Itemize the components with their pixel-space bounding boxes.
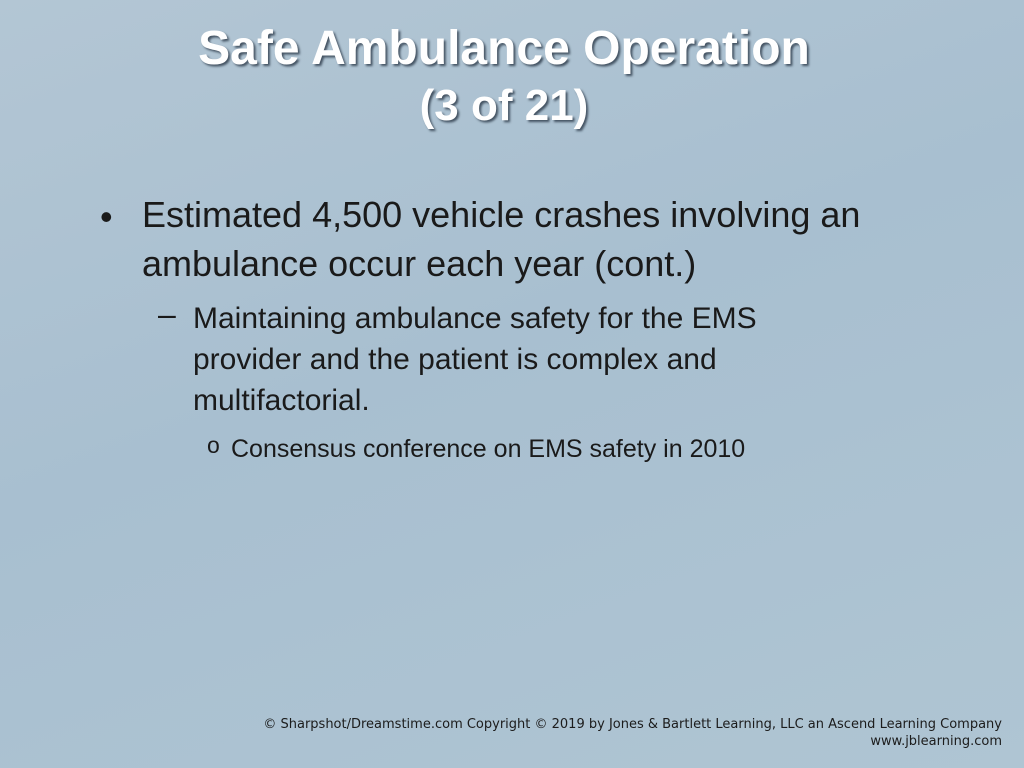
copyright-text: © Sharpshot/Dreamstime.com Copyright © 2019 by Jones & Bartlett Learning, LLC an Ascend Learning Company	[263, 717, 1002, 732]
bullet-level-2	[0, 298, 853, 421]
bullet-circle-icon: o	[207, 432, 220, 458]
website-text: www.jblearning.com	[870, 734, 1002, 749]
bullet-dot-icon: •	[100, 196, 113, 237]
slide-body	[0, 190, 1024, 467]
bullet-level-1	[0, 190, 902, 288]
bullet-dash-icon: –	[158, 296, 176, 332]
bullet-level-3-text: Consensus conference on EMS safety in 2010	[231, 435, 746, 463]
bullet-level-3	[0, 431, 931, 467]
slide-title-main: Safe Ambulance Operation	[198, 22, 810, 75]
slide-title-counter: (3 of 21)	[419, 81, 589, 130]
copyright-footer	[263, 716, 1002, 750]
slide-title	[0, 22, 1008, 136]
bullet-level-1-text: Estimated 4,500 vehicle crashes involving an ambulance occur each year (cont.)	[142, 194, 861, 284]
bullet-level-2-text: Maintaining ambulance safety for the EMS provider and the patient is complex and multifactorial.	[193, 302, 757, 417]
